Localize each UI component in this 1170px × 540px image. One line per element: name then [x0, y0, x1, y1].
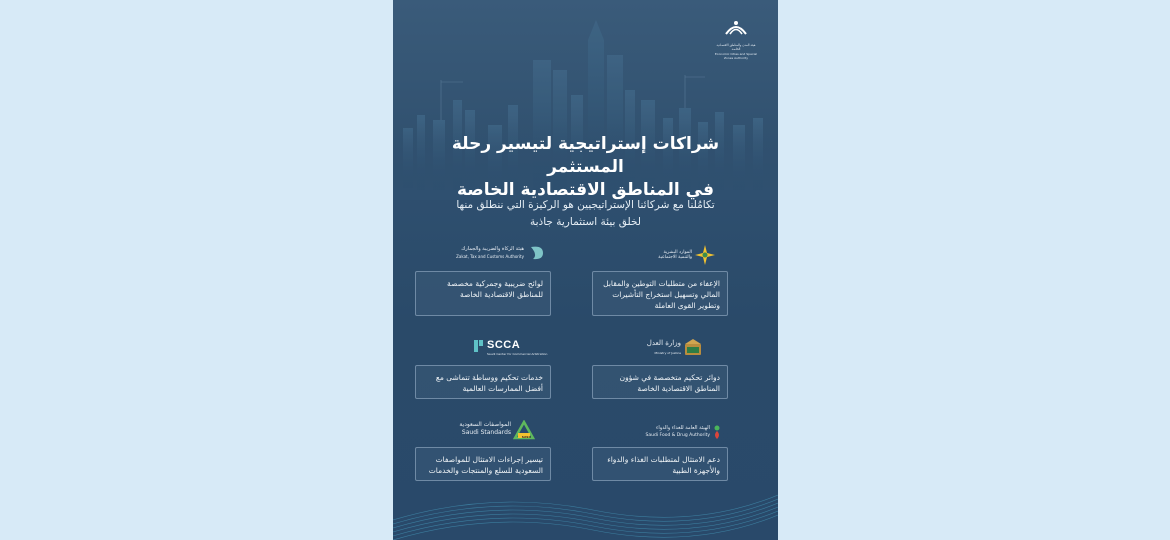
authority-logo	[712, 18, 760, 60]
zatca-logo-ar: هيئة الزكاة والضريبة والجمارك	[461, 246, 524, 252]
card-scca-line-2: أفضل الممارسات العالمية	[462, 384, 543, 393]
decorative-waves	[393, 450, 778, 540]
headline-line-2: في المناطق الاقتصادية الخاصة	[456, 180, 715, 200]
scca-logo	[473, 338, 548, 362]
partner-card-hrsd	[592, 271, 728, 316]
headline-line-1: شراكات إستراتيجية لتيسير رحلة المستثمر	[451, 134, 720, 177]
moj-logo-ar: وزارة العدل	[646, 339, 681, 347]
moj-emblem-icon	[683, 338, 703, 358]
sfda-logo-ar: الهيئة العامة للغذاء والدواء	[656, 425, 710, 431]
card-sfda-line-2: والأجهزة الطبية	[672, 466, 720, 475]
card-hrsd-line-3: وتطوير القوى العاملة	[654, 301, 720, 310]
card-moj-line-1: دوائر تحكيم متخصصة في شؤون	[619, 373, 720, 382]
zatca-emblem-icon	[528, 244, 546, 262]
scca-logo-text: SCCA	[487, 339, 521, 351]
authority-name-ar: هيئة المدن والمناطق الاقتصادية الخاصة	[716, 43, 756, 51]
card-sfda-line-1: دعم الامتثال لمتطلبات الغذاء والدواء	[607, 455, 720, 464]
scca-logo-en: Saudi Center for Commercial Arbitration	[487, 352, 548, 356]
moj-logo	[643, 338, 703, 362]
saso-logo-ar: المواصفات السعودية	[459, 421, 511, 428]
card-saso-line-1: تيسير إجراءات الامتثال للمواصفات	[435, 455, 543, 464]
zatca-logo	[443, 244, 548, 268]
sfda-logo	[626, 424, 722, 448]
saso-logo	[457, 420, 537, 444]
subheadline	[423, 197, 748, 231]
zatca-logo-en: Zakat, Tax and Customs Authority	[456, 254, 524, 259]
headline	[413, 133, 758, 202]
authority-name-en: Economic Cities and Special Zones Authority	[714, 52, 758, 60]
hrsd-emblem-icon	[694, 244, 716, 266]
poster	[393, 0, 778, 540]
partner-card-scca	[415, 365, 551, 399]
authority-emblem-icon	[723, 18, 749, 38]
partner-card-moj	[592, 365, 728, 399]
card-zatca-line-2: للمناطق الاقتصادية الخاصة	[460, 290, 543, 299]
card-moj-line-2: المناطق الاقتصادية الخاصة	[637, 384, 720, 393]
subheadline-line-1: تكامُلنا مع شركائنا الإستراتيجيين هو الركيزة التي ننطلق منها	[456, 199, 715, 211]
card-scca-line-1: خدمات تحكيم ووساطة تتماشى مع	[435, 373, 543, 382]
scca-emblem-icon	[473, 339, 485, 353]
card-hrsd-line-2: المالي وتسهيل استخراج التأشيرات	[612, 290, 720, 299]
hrsd-logo	[636, 244, 716, 268]
sfda-logo-en: Saudi Food & Drug Authority	[645, 433, 710, 438]
partner-card-zatca	[415, 271, 551, 316]
card-zatca-line-1: لوائح ضريبية وجمركية مخصصة	[447, 279, 543, 288]
subheadline-line-2: لخلق بيئة استثمارية جاذبة	[530, 216, 641, 228]
card-hrsd-line-1: الإعفاء من متطلبات التوطين والمقابل	[603, 279, 720, 288]
card-saso-line-2: السعودية للسلع والمنتجات والخدمات	[428, 466, 543, 475]
hrsd-logo-ar: الموارد البشرية والتنمية الاجتماعية	[658, 250, 692, 260]
moj-logo-en: Ministry of Justice	[654, 351, 681, 355]
saso-logo-en: Saudi Standards	[461, 429, 511, 436]
saso-badge-text: SASO	[521, 435, 531, 439]
sfda-emblem-icon	[712, 424, 722, 442]
